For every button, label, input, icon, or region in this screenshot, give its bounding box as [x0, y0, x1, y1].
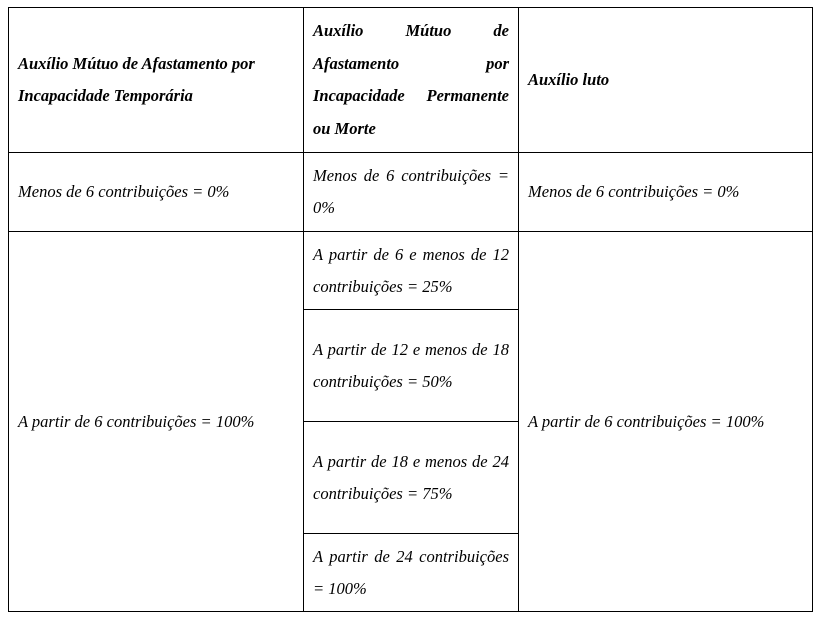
cell-permanent-tier-25: A partir de 6 e menos de 12 contribuições = 25%: [304, 232, 519, 310]
table-row: [9, 153, 813, 232]
cell-permanent-zero: Menos de 6 contribuições = 0%: [304, 153, 519, 232]
header-mourning-aid: Auxílio luto: [519, 8, 813, 153]
header-temporary-incapacity: Auxílio Mútuo de Afastamento por Incapacidade Temporária: [9, 8, 304, 153]
cell-temporary-full: A partir de 6 contribuições = 100%: [9, 232, 304, 612]
cell-permanent-tier-50: A partir de 12 e menos de 18 contribuições = 50%: [304, 310, 519, 422]
cell-permanent-tier-75: A partir de 18 e menos de 24 contribuições = 75%: [304, 422, 519, 534]
cell-permanent-tier-100: A partir de 24 contribuições = 100%: [304, 534, 519, 612]
header-row: [9, 8, 813, 153]
cell-mourning-zero: Menos de 6 contribuições = 0%: [519, 153, 813, 232]
header-permanent-incapacity-or-death: Auxílio Mútuo de Afastamento por Incapacidade Permanente ou Morte: [304, 8, 519, 153]
cell-mourning-full: A partir de 6 contribuições = 100%: [519, 232, 813, 612]
contribution-table: [8, 7, 813, 612]
table-row: [9, 232, 813, 310]
cell-temporary-zero: Menos de 6 contribuições = 0%: [9, 153, 304, 232]
